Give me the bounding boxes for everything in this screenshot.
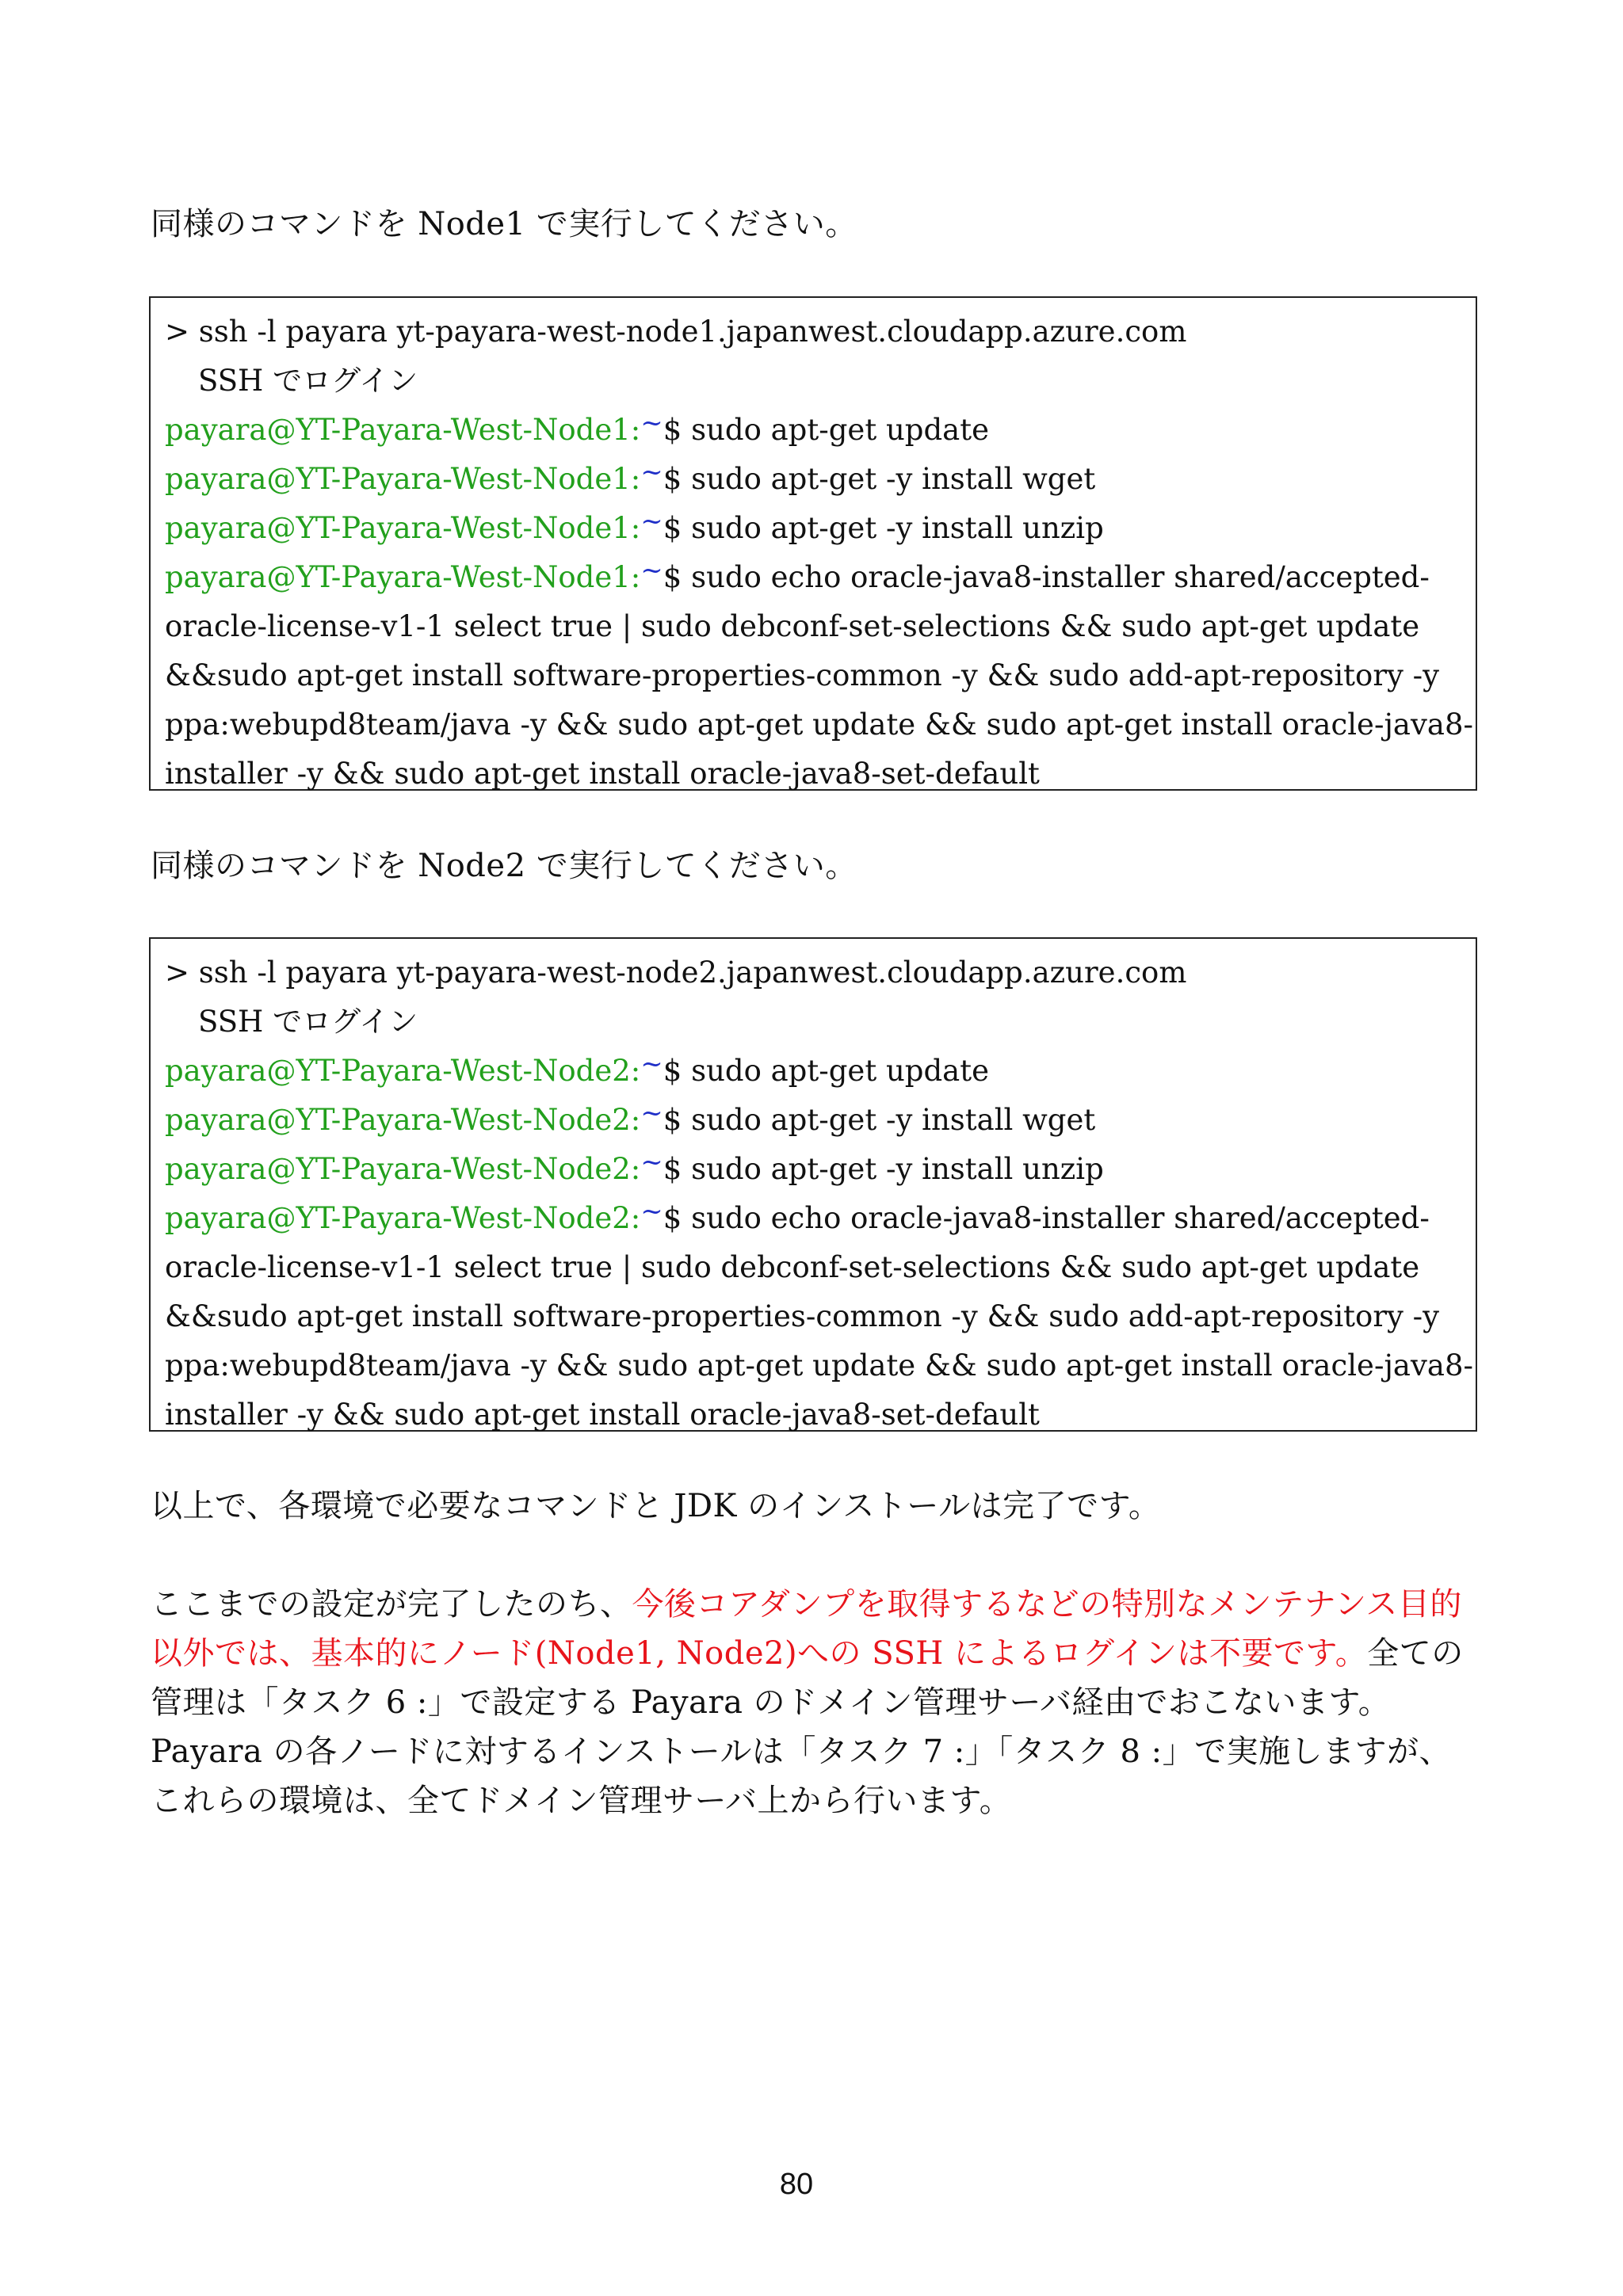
command-text: $ sudo echo oracle-java8-installer shared/accepted- — [663, 560, 1430, 594]
prompt-user: payara@YT-Payara-West-Node1: — [165, 511, 641, 545]
command-text: $ sudo apt-get -y install wget — [663, 1103, 1096, 1137]
prompt-tilde: ~ — [640, 1048, 663, 1080]
command-text: $ sudo echo oracle-java8-installer shared/accepted- — [663, 1201, 1430, 1235]
summary-paragraph: 以上で、各環境で必要なコマンドと JDK のインストールは完了です。 — [151, 1488, 1161, 1524]
prompt-user: payara@YT-Payara-West-Node2: — [165, 1152, 641, 1186]
command-text: $ sudo apt-get -y install unzip — [663, 1152, 1104, 1186]
command-line — [165, 1145, 1461, 1194]
continuation-line: ppa:webupd8team/java -y && sudo apt-get update && sudo apt-get install oracle-java8- — [165, 707, 1473, 742]
command-text: $ sudo apt-get update — [663, 413, 989, 447]
prompt-user: payara@YT-Payara-West-Node2: — [165, 1201, 641, 1235]
command-text: $ sudo apt-get -y install wget — [663, 462, 1096, 496]
command-line — [165, 1047, 1461, 1096]
continuation-line: installer -y && sudo apt-get install oracle-java8-set-default — [165, 757, 1040, 791]
prompt-user: payara@YT-Payara-West-Node1: — [165, 560, 641, 594]
intro-node2: 同様のコマンドを Node2 で実行してください。 — [151, 848, 857, 884]
prompt-user: payara@YT-Payara-West-Node1: — [165, 413, 641, 447]
continuation-line: &&sudo apt-get install software-properties-common -y && sudo add-apt-repository -y — [165, 1299, 1440, 1333]
code-box-node1 — [149, 296, 1477, 791]
intro-node1: 同様のコマンドを Node1 で実行してください。 — [151, 206, 857, 242]
prompt-user: payara@YT-Payara-West-Node2: — [165, 1103, 641, 1137]
prompt-tilde: ~ — [640, 505, 663, 537]
prompt-tilde: ~ — [640, 407, 663, 439]
continuation-line: oracle-license-v1-1 select true | sudo debconf-set-selections && sudo apt-get update — [165, 1250, 1420, 1284]
prompt-tilde: ~ — [640, 1097, 663, 1129]
login-note: SSH でログイン — [198, 1005, 418, 1039]
prompt-tilde: ~ — [640, 555, 663, 586]
command-line — [165, 553, 1461, 602]
ssh-command-line: > ssh -l payara yt-payara-west-node2.japanwest.cloudapp.azure.com — [165, 955, 1187, 990]
command-text: $ sudo apt-get -y install unzip — [663, 511, 1104, 545]
prompt-user: payara@YT-Payara-West-Node2: — [165, 1054, 641, 1088]
login-note: SSH でログイン — [198, 364, 418, 398]
code-box-node2 — [149, 937, 1477, 1432]
command-line — [165, 1194, 1461, 1243]
command-line — [165, 455, 1461, 504]
prompt-tilde: ~ — [640, 1196, 663, 1227]
notice-after: 全ての管理は「タスク 6 :」で設定する Payara のドメイン管理サーバ経由でおこないます。Payara の各ノードに対するインストールは「タスク 7 :」「タスク 8 :」で実施しますが、これらの環境は、全てドメイン管理サーバ上から行います。 — [151, 1635, 1464, 1819]
continuation-line: oracle-license-v1-1 select true | sudo debconf-set-selections && sudo apt-get update — [165, 609, 1420, 643]
command-line — [165, 1096, 1461, 1145]
page-number: 80 — [779, 2168, 814, 2201]
notice-before: ここまでの設定が完了したのち、 — [151, 1586, 632, 1623]
prompt-tilde: ~ — [640, 1146, 663, 1178]
prompt-user: payara@YT-Payara-West-Node1: — [165, 462, 641, 496]
continuation-line: &&sudo apt-get install software-properties-common -y && sudo add-apt-repository -y — [165, 658, 1440, 692]
notice-paragraph — [151, 1580, 1482, 1825]
notice-highlight: 今後コアダンプを取得するなどの特別なメンテナンス目的以外では、基本的にノード(Node1, Node2)への SSH によるログインは不要です。 — [151, 1586, 1462, 1672]
ssh-command-line: > ssh -l payara yt-payara-west-node1.japanwest.cloudapp.azure.com — [165, 315, 1187, 349]
command-line — [165, 406, 1461, 455]
prompt-tilde: ~ — [640, 456, 663, 488]
command-line — [165, 504, 1461, 553]
continuation-line: installer -y && sudo apt-get install oracle-java8-set-default — [165, 1398, 1040, 1432]
continuation-line: ppa:webupd8team/java -y && sudo apt-get update && sudo apt-get install oracle-java8- — [165, 1348, 1473, 1383]
command-text: $ sudo apt-get update — [663, 1054, 989, 1088]
